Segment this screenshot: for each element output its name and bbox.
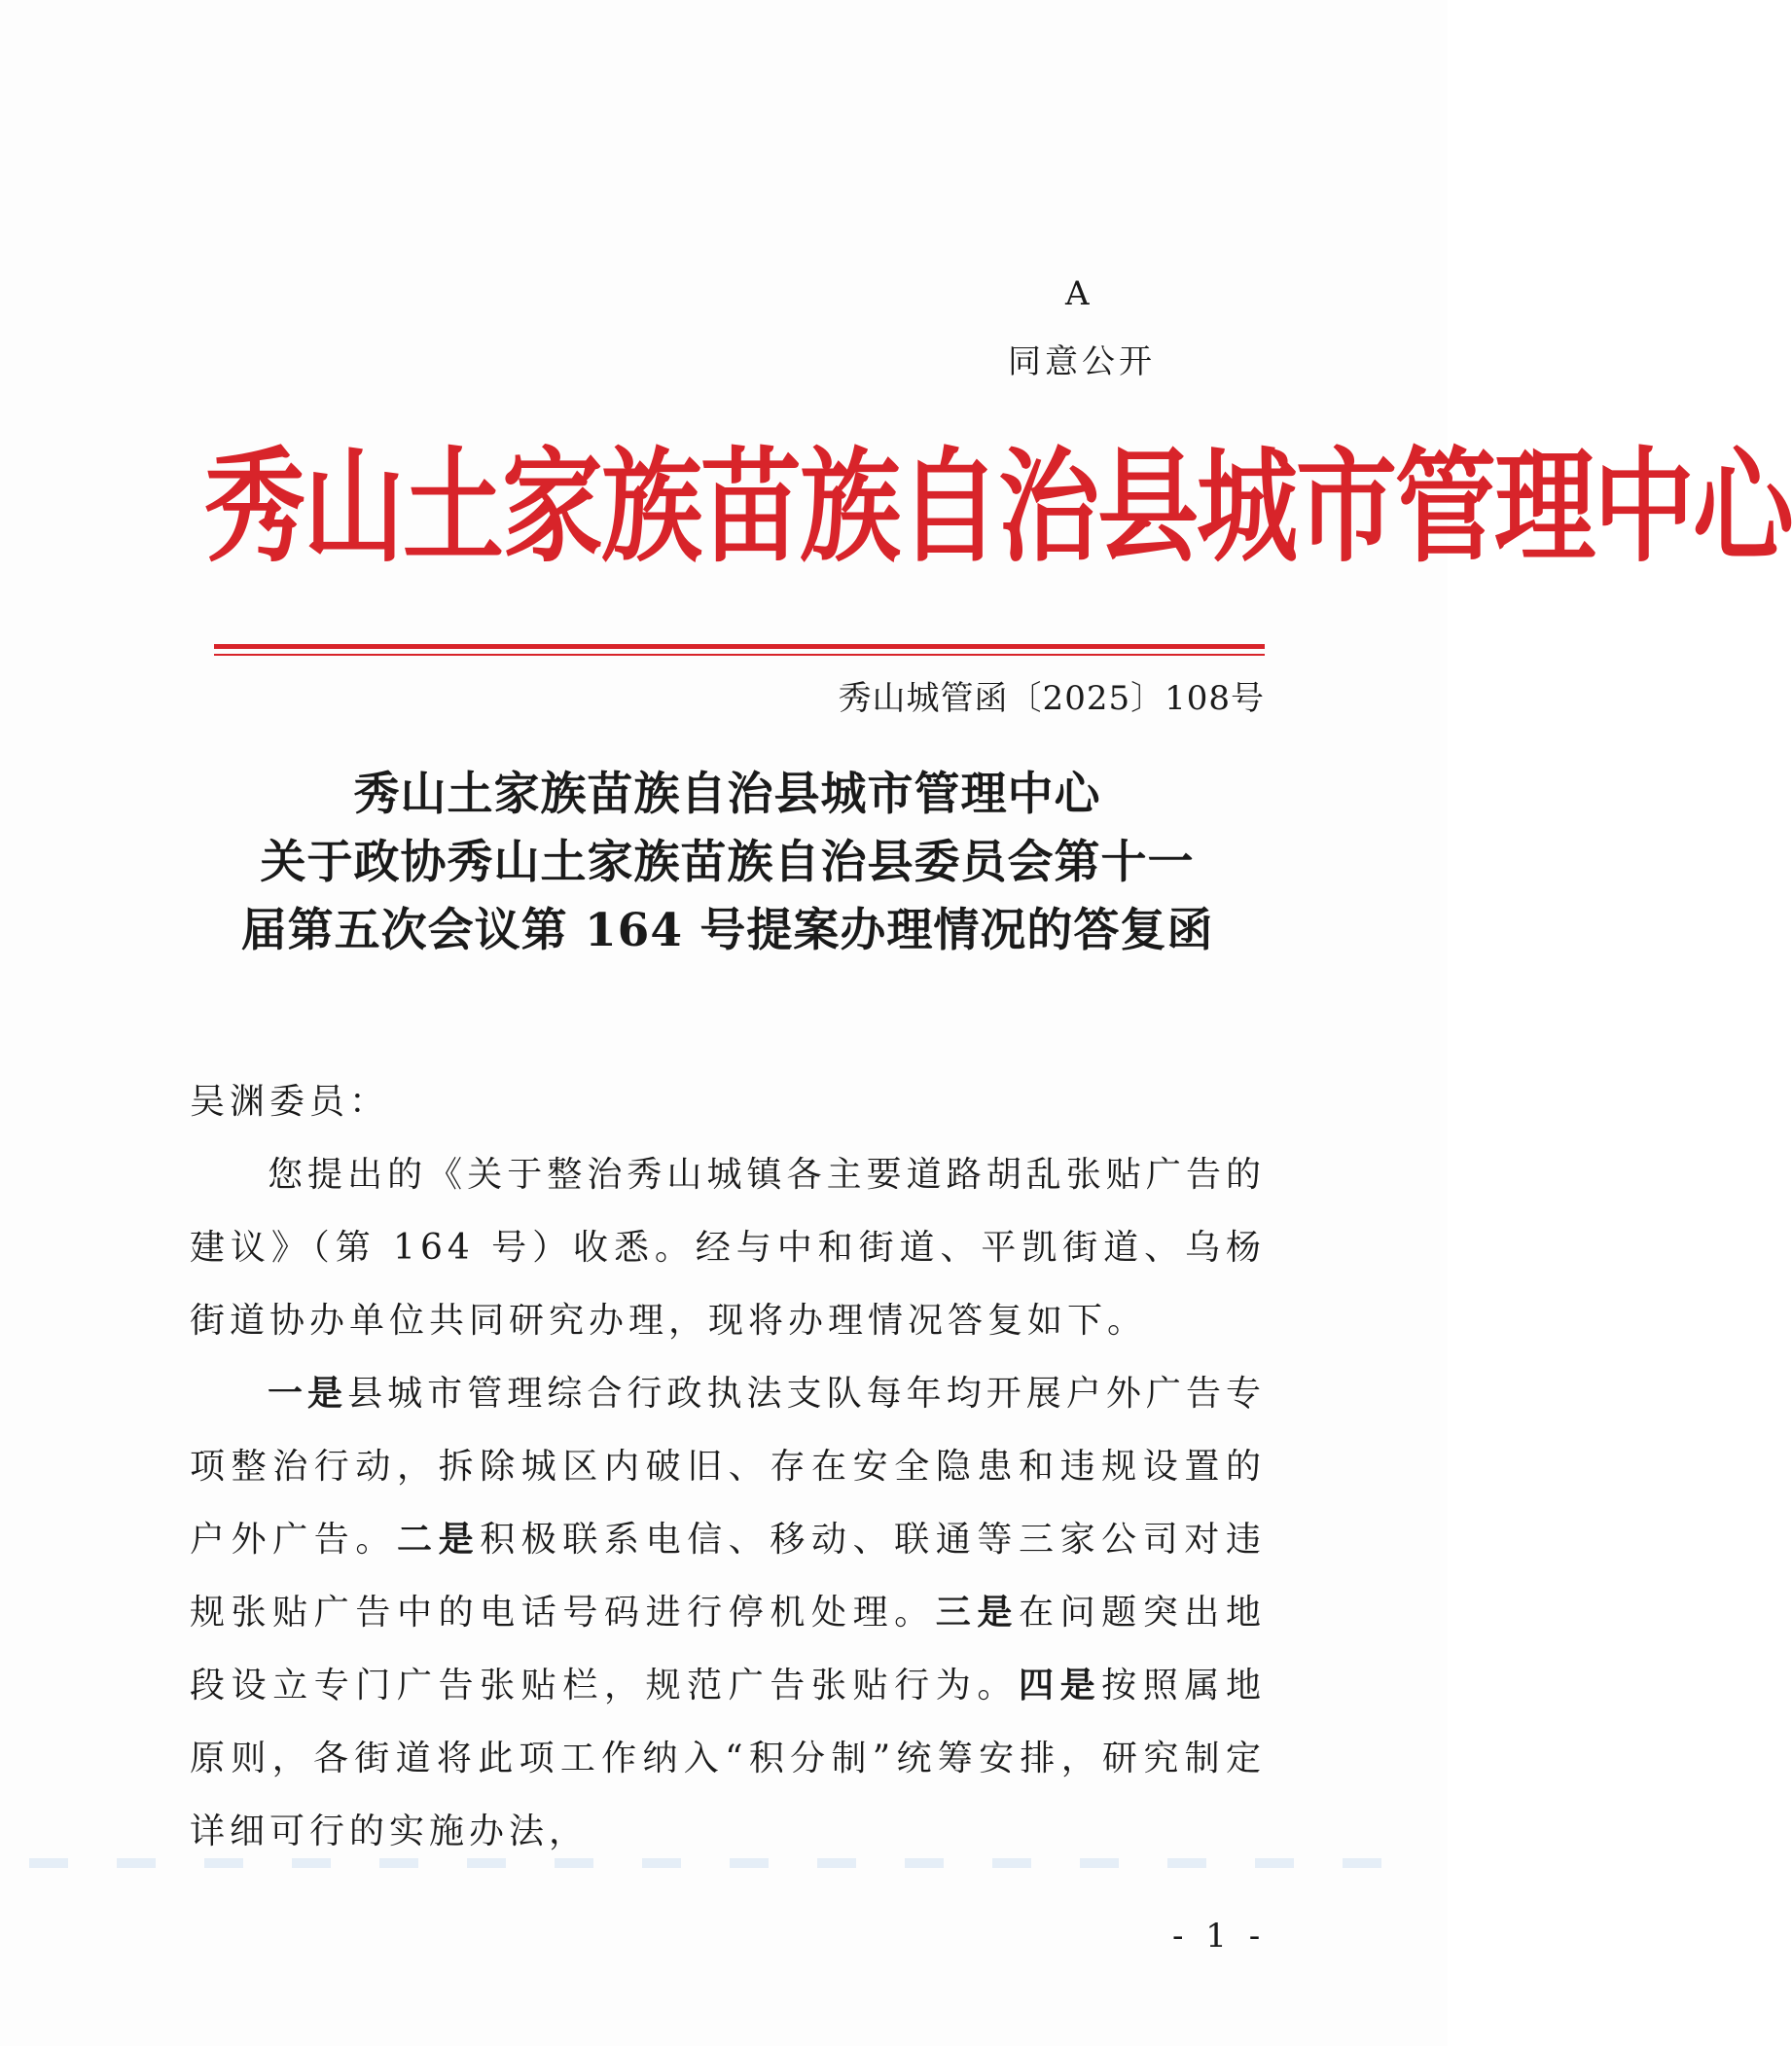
masthead-issuer: 秀山土家族苗族自治县城市管理中心 [204,434,1792,580]
title-line: 秀山土家族苗族自治县城市管理中心 [353,768,1101,821]
masthead-rule-thin [214,654,1265,656]
title-line: 届第五次会议第 164 号提案办理情况的答复函 [240,904,1214,957]
point-text: 积极联系电信、移动、联通等三家公司对违规张贴广告中的电话号码进行停机处理。 [190,1520,1266,1633]
document-number: 秀山城管函〔2025〕108号 [838,679,1265,718]
masthead-rule-thick [214,644,1265,649]
page-number: - 1 - [1172,1917,1267,1956]
point-text: 按照属地原则，各街道将此项工作纳入“积分制”统筹安排，研究制定详细可行的实施办法， [190,1666,1266,1851]
salutation: 吴渊委员： [190,1082,390,1122]
disclosure-mark: 同意公开 [1008,342,1156,381]
point-text: 在问题突出地段设立专门广告张贴栏，规范广告张贴行为。 [190,1593,1266,1705]
point-lead: 一是 [268,1373,348,1414]
paragraph [190,1357,1266,1868]
paragraph: 您提出的《关于整治秀山城镇各主要道路胡乱张贴广告的建议》（第 164 号）收悉。经与中和街道、平凯街道、乌杨街道协办单位共同研究办理，现将办理情况答复如下。 [190,1155,1266,1341]
point-text: 县城市管理综合行政执法支队每年均开展户外广告专项整治行动，拆除城区内破旧、存在安全隐患和违规设置的户外广告。 [190,1374,1266,1560]
title-line: 关于政协秀山土家族苗族自治县委员会第十一 [260,836,1195,889]
document-title [190,761,1265,965]
scan-artifact [29,1858,1420,1868]
point-lead: 四是 [1018,1665,1102,1705]
point-lead: 三是 [935,1592,1019,1633]
document-grade: A [1065,274,1090,313]
document-body [190,1065,1266,1868]
point-lead: 二是 [397,1519,481,1560]
